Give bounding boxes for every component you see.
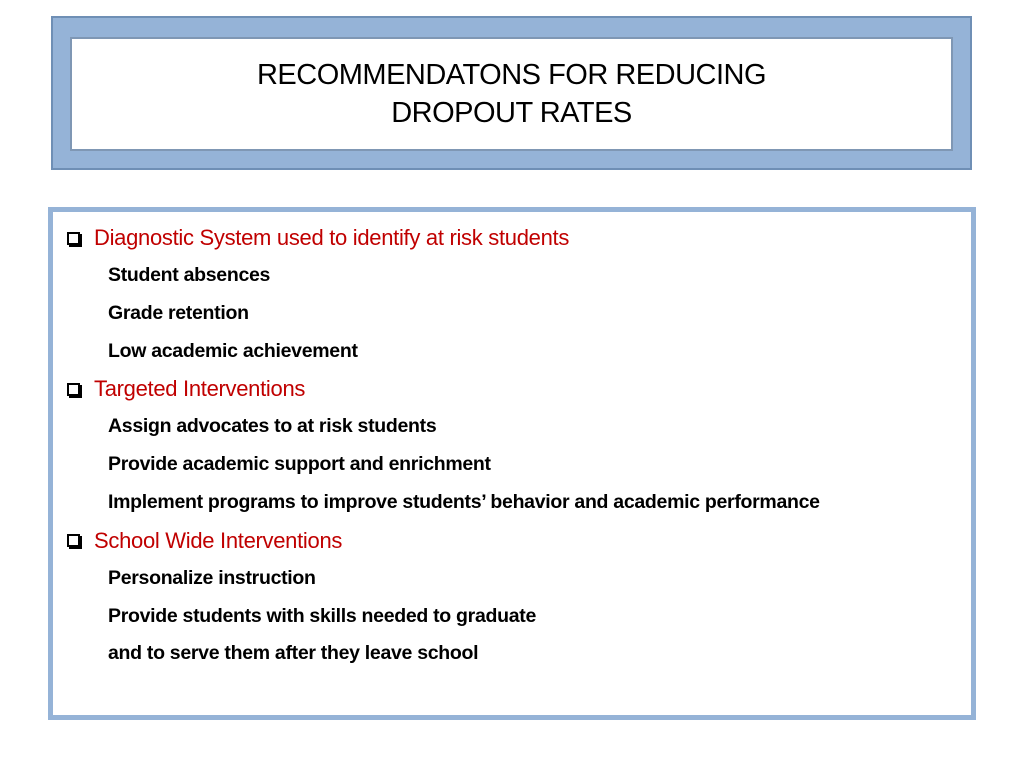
title-box <box>70 37 953 151</box>
list-item: Assign advocates to at risk students <box>108 415 437 438</box>
section-heading-text: Targeted Interventions <box>94 376 306 402</box>
section-heading-text: Diagnostic System used to identify at risk students <box>94 225 570 250</box>
checkbox-bullet-icon <box>67 232 80 245</box>
list-item: and to serve them after they leave school <box>108 642 479 665</box>
checkbox-bullet-icon <box>67 534 80 547</box>
slide-title-line-2: DROPOUT RATES <box>391 97 632 129</box>
list-item: Student absences <box>108 264 271 286</box>
checkbox-bullet-icon <box>67 383 80 396</box>
list-item: Implement programs to improve students’ behavior and academic performance <box>108 490 820 513</box>
section-heading-text: School Wide Interventions <box>94 527 343 553</box>
section-heading-targeted-interventions <box>65 370 963 408</box>
list-item: Provide academic support and enrichment <box>108 453 491 476</box>
content-box <box>48 207 976 720</box>
title-frame <box>51 16 972 170</box>
list-item: Personalize instruction <box>108 566 316 589</box>
list-item: Low academic achievement <box>108 339 358 362</box>
list-item: Provide students with skills needed to graduate <box>108 604 536 627</box>
slide-title-line-1: RECOMMENDATONS FOR REDUCING <box>256 59 767 91</box>
section-heading-school-wide-interventions <box>65 522 963 560</box>
section-heading-diagnostic-system <box>65 219 963 257</box>
content-list <box>65 219 963 673</box>
list-item: Grade retention <box>108 301 249 324</box>
